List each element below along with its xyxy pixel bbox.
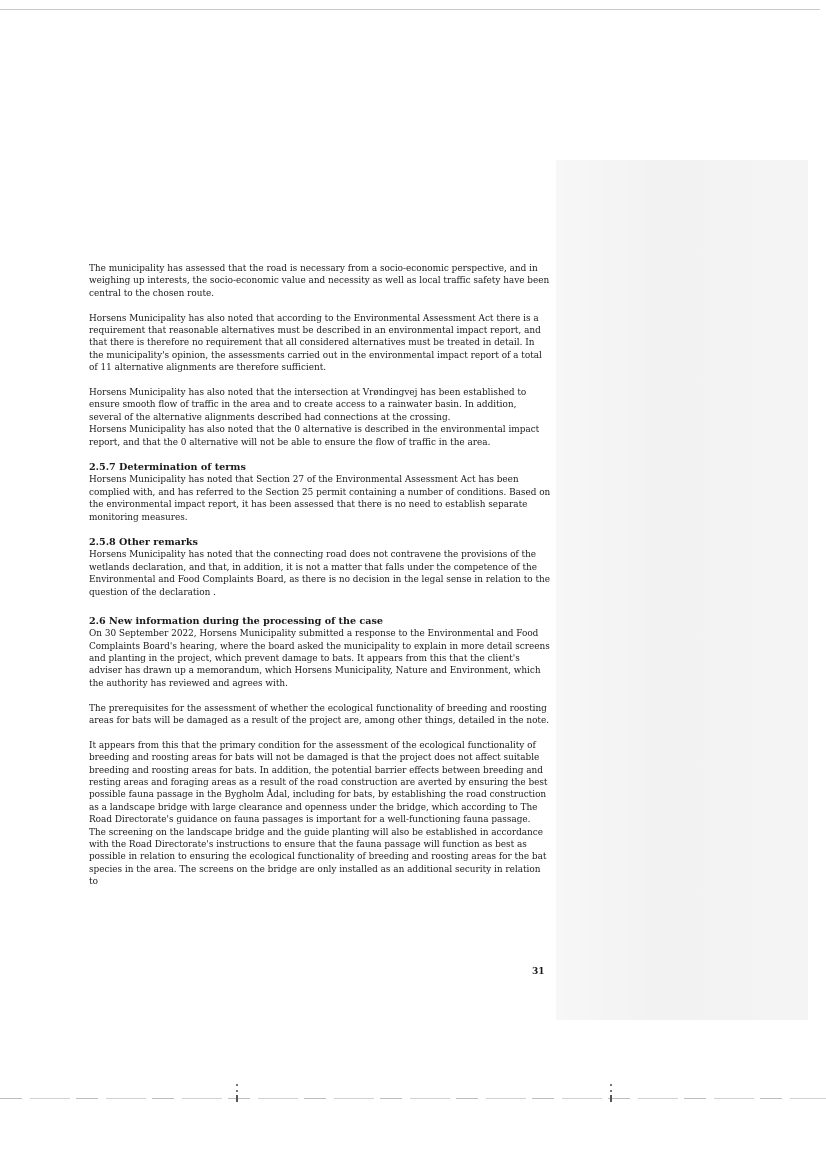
paragraph-prerequisites: The prerequisites for the assessment of whether the ecological functionality of breeding and roosting areas for bats will be damaged as a result of the project are, among other things, detailed in the note. — [89, 703, 550, 726]
paragraph-determination-of-terms: Horsens Municipality has noted that Section 27 of the Environmental Assessment Act has been complied with, and has referred to the Section 25 permit containing a number of conditions. Based on the environmental impact report, it has been assessed that there is no need to establish separate monitoring measures. — [89, 475, 551, 523]
section-heading-other-remarks: 2.5.8 Other remarks — [89, 537, 198, 549]
paragraph-other-remarks: Horsens Municipality has noted that the connecting road does not contravene the provisions of the wetlands declaration, and that, in addition, it is not a matter that falls under the competence of the Environmental and Food Complaints Board, as there is no decision in the legal sense in relation to the question of the declaration . — [89, 550, 550, 598]
document-body — [89, 263, 551, 901]
paragraph-screening-landscape-bridge: The screening on the landscape bridge and the guide planting will also be established in accordance with the Road Directorate's instructions to ensure that the fauna passage will function as best as possible in relation to ensuring the ecological functionality of breeding and roosting areas for the bat species in the area. The screens on the bridge are only installed as an additional security in relation to — [89, 827, 547, 888]
scan-bottom-edge — [0, 1098, 826, 1099]
scan-mark-right — [610, 1084, 612, 1102]
paragraph-hearing-response: On 30 September 2022, Horsens Municipality submitted a response to the Environmental and Food Complaints Board's hearing, where the board asked the municipality to explain in more detail screens and planting in the project, which prevent damage to bats. It appears from this that the client's adviser has drawn up a memorandum, which Horsens Municipality, Nature and Environment, which the authority has reviewed and agrees with. — [89, 629, 550, 689]
section-heading-new-information: 2.6 New information during the processing of the case — [89, 616, 383, 628]
scan-top-edge — [0, 9, 820, 10]
section-heading-determination-of-terms: 2.5.7 Determination of terms — [89, 462, 246, 474]
paragraph-reasonable-alternatives: Horsens Municipality has also noted that according to the Environmental Assessment Act there is a requirement that reasonable alternatives must be described in an environmental impact report, and that there is therefore no requirement that all considered alternatives must be treated in detail. In the municipality's opinion, the assessments carried out in the environmental impact report of a total of 11 alternative alignments are therefore sufficient. — [89, 313, 542, 374]
page-number: 31 — [532, 967, 545, 977]
paragraph-socio-economic: The municipality has assessed that the road is necessary from a socio-economic perspective, and in weighing up interests, the socio-economic value and necessity as well as local traffic safety have been central to the chosen route. — [89, 264, 550, 299]
paragraph-primary-condition: It appears from this that the primary condition for the assessment of the ecological functionality of breeding and roosting areas for bats will not be damaged is that the project does not affect suitable breeding and roosting areas for bats. In addition, the potential barrier effects between breeding and resting areas and foraging areas as a result of the road construction are averted by ensuring the best possible fauna passage in the Bygholm Ådal, including for bats, by establishing the road construction as a landscape bridge with large clearance and openness under the bridge, which according to The Road Directorate's guidance on fauna passages is important for a well-functioning fauna passage. — [89, 740, 548, 826]
scan-mark-left — [236, 1084, 238, 1102]
scan-shadow-area — [556, 160, 808, 1020]
paragraph-zero-alternative: Horsens Municipality has also noted that the 0 alternative is described in the environmental impact report, and that the 0 alternative will not be able to ensure the flow of traffic in the area. — [89, 425, 540, 448]
paragraph-vrondingvej-intersection: Horsens Municipality has also noted that the intersection at Vrøndingvej has been established to ensure smooth flow of traffic in the area and to create access to a rainwater basin. In addition, several of the alternative alignments described had connections at the crossing. — [89, 388, 527, 423]
